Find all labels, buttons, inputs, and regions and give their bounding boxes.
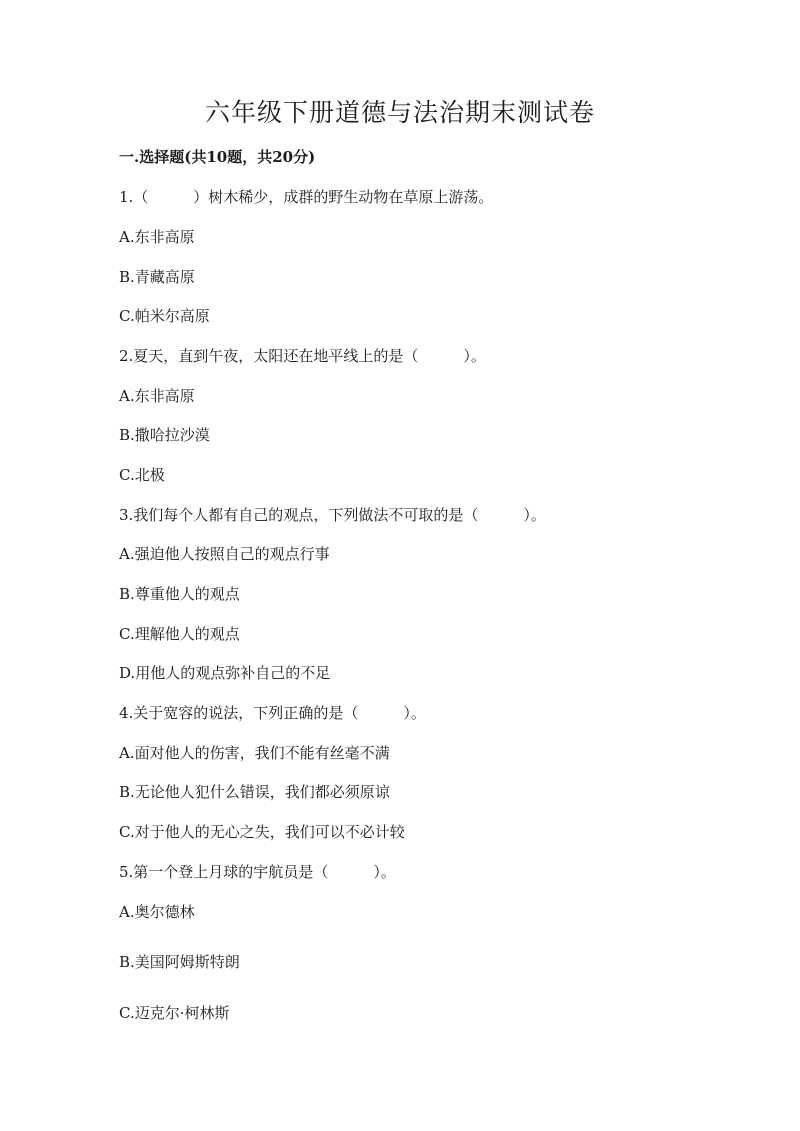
question-5-option-a: A.奥尔德林 (119, 903, 195, 921)
question-4-option-c: C.对于他人的无心之失，我们可以不必计较 (119, 823, 405, 841)
question-4-option-b: B.无论他人犯什么错误，我们都必须原谅 (119, 783, 390, 801)
question-5-stem: 5.第一个登上月球的宇航员是（ ）。 (119, 863, 396, 881)
question-1-stem: 1.（ ）树木稀少，成群的野生动物在草原上游荡。 (119, 188, 494, 206)
question-3-option-b: B.尊重他人的观点 (119, 585, 240, 603)
question-1-option-a: A.东非高原 (119, 228, 195, 246)
question-2-option-b: B.撒哈拉沙漠 (119, 426, 210, 444)
question-1-option-b: B.青藏高原 (119, 268, 195, 286)
question-3-option-a: A.强迫他人按照自己的观点行事 (119, 545, 330, 563)
question-4-stem: 4.关于宽容的说法，下列正确的是（ ）。 (119, 704, 426, 722)
question-2-option-a: A.东非高原 (119, 387, 195, 405)
question-3-stem: 3.我们每个人都有自己的观点，下列做法不可取的是（ ）。 (119, 506, 546, 524)
page-title: 六年级下册道德与法治期末测试卷 (204, 98, 595, 127)
question-4-option-a: A.面对他人的伤害，我们不能有丝毫不满 (119, 744, 390, 762)
question-3-option-c: C.理解他人的观点 (119, 625, 240, 643)
section-heading: 一.选择题(共10题，共20分) (119, 148, 316, 166)
question-5-option-c: C.迈克尔·柯林斯 (119, 1004, 230, 1022)
question-1-option-c: C.帕米尔高原 (119, 307, 210, 325)
question-2-stem: 2.夏天，直到午夜，太阳还在地平线上的是（ ）。 (119, 347, 486, 365)
question-5-option-b: B.美国阿姆斯特朗 (119, 953, 240, 971)
question-2-option-c: C.北极 (119, 466, 165, 484)
question-3-option-d: D.用他人的观点弥补自己的不足 (119, 664, 331, 682)
